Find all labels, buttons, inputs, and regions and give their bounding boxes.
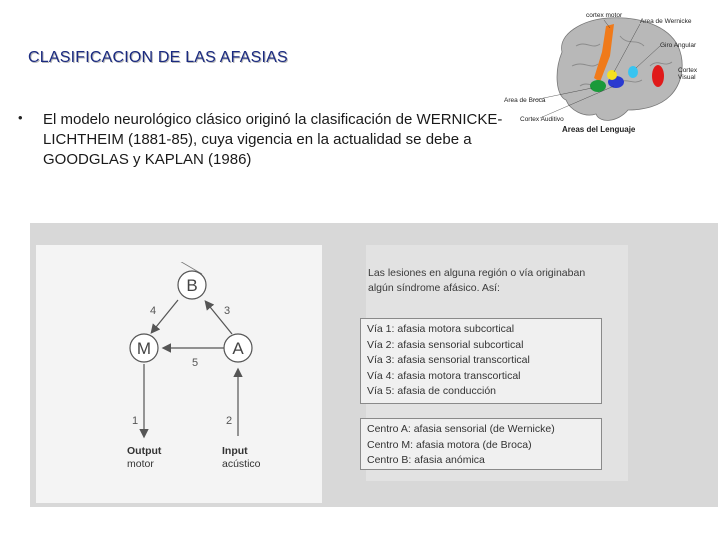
via-item: Vía 4: afasia motora transcortical (367, 369, 521, 382)
node-a-label: A (232, 339, 244, 358)
label-visual-2: Visual (678, 74, 696, 81)
input-title: Input (222, 445, 248, 457)
centro-item: Centro A: afasia sensorial (de Wernicke) (367, 423, 555, 435)
centro-item: Centro B: afasia anómica (367, 454, 485, 466)
brain-outline (557, 18, 682, 121)
label-auditivo: Cortex Auditivo (520, 116, 564, 123)
label-motor-cortex: cortex motor (586, 12, 623, 19)
slide-title: CLASIFICACION DE LAS AFASIAS (28, 49, 288, 66)
label-wernicke: Area de Wernicke (640, 18, 692, 25)
input-label (222, 445, 261, 471)
label-angular: Giro Angular (660, 42, 697, 49)
pathway-1-number: 1 (132, 415, 139, 427)
via-item: Vía 3: afasia sensorial transcortical (367, 354, 530, 366)
bullet-marker: • (18, 110, 23, 125)
pathway-4-number: 4 (150, 305, 157, 317)
via-item: Vía 5: afasia de conducción (367, 385, 497, 397)
output-label (127, 445, 161, 471)
bullet-text: El modelo neurológico clásico originó la clasificación de WERNICKE-LICHTHEIM (1881-85), cuya vigencia en la actualidad se debe a GOODGLAS y KAPLAN (1986) (43, 111, 503, 168)
brain-language-areas-figure (500, 6, 716, 140)
pathway-3-number: 3 (224, 305, 231, 317)
node-m-label: M (136, 339, 152, 358)
visual-cortex-area (652, 65, 664, 87)
brain-figure-caption: Areas del Lenguaje (562, 125, 636, 134)
wernicke-area (607, 70, 617, 80)
label-broca: Area de Broca (504, 97, 546, 104)
node-b-label: B (186, 276, 198, 295)
lesion-description: Las lesiones en alguna región o vía originaban algún síndrome afásico. Así: (368, 267, 586, 294)
pathway-5-number: 5 (192, 357, 199, 369)
pathway-2-number: 2 (226, 415, 233, 427)
via-item: Vía 1: afasia motora subcortical (367, 323, 515, 335)
via-item: Vía 2: afasia sensorial subcortical (367, 338, 524, 351)
output-title: Output (127, 445, 162, 457)
vias-list-box (360, 318, 602, 404)
output-subtitle: motor (127, 458, 154, 470)
input-subtitle: acústico (222, 458, 261, 470)
label-visual-1: Cortex (678, 67, 698, 74)
centro-item: Centro M: afasia motora (de Broca) (367, 438, 532, 451)
broca-area (590, 80, 606, 92)
centros-list-box (360, 418, 602, 470)
